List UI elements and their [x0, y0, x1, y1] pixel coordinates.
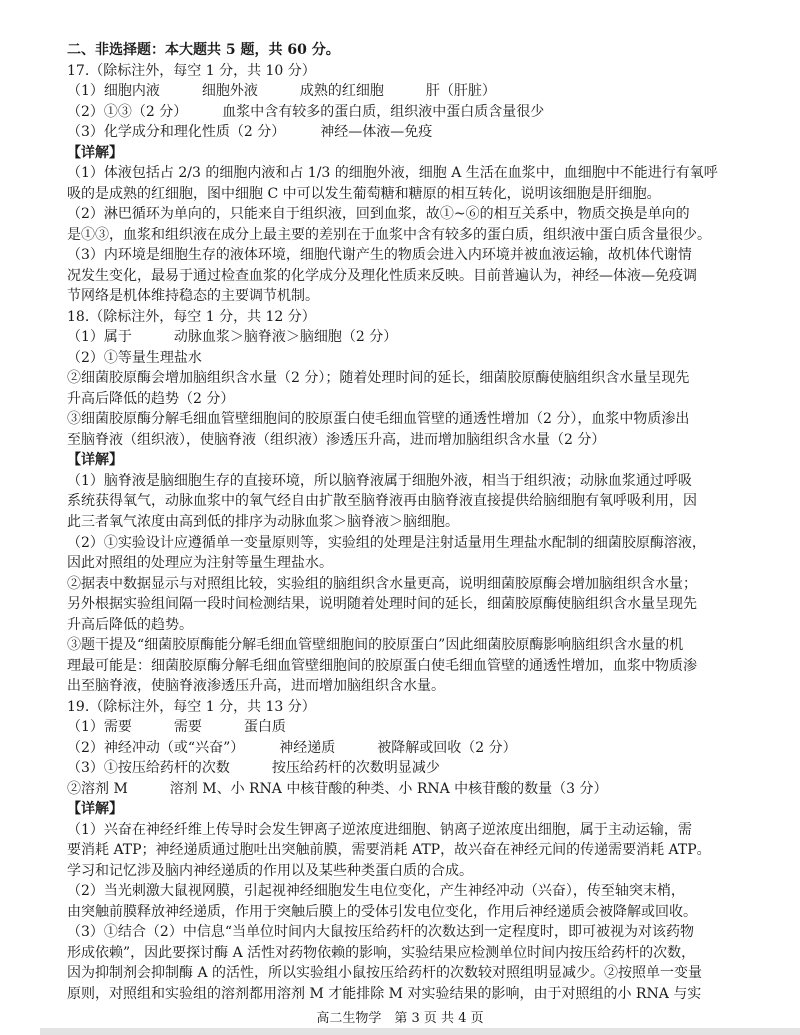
text-line: （2）①③（2 分） 血浆中含有较多的蛋白质，组织液中蛋白质含量很少	[67, 104, 545, 120]
text-line: 出至脑脊液，使脑脊液渗透压升高，进而增加脑组织含水量。	[67, 678, 445, 694]
page-footer: 高二生物学 第 3 页 共 4 页	[316, 1011, 484, 1026]
text-line: ②溶剂 M 溶剂 M、小 RNA 中核苷酸的种类、小 RNA 中核苷酸的数量（3 分）	[67, 781, 608, 797]
text-line: （2）当光刺激大鼠视网膜，引起视神经细胞发生电位变化，产生神经冲动（兴奋），传至轴突末梢，	[67, 883, 685, 899]
text-line: （3）化学成分和理化性质（2 分） 神经—体液—免疫	[67, 124, 433, 140]
text-line: 系统获得氧气，动脉血浆中的氧气经自由扩散至脑脊液再由脑脊液直接提供给脑细胞有氧呼吸利用，因	[67, 493, 697, 509]
text-line: 另外根据实验组间隔一段时间检测结果，说明随着处理时间的延长，细菌胶原酶使脑组织含水量呈现先	[67, 596, 697, 612]
text-line: 【详解】	[67, 801, 123, 817]
text-line: （1）兴奋在神经纤维上传导时会发生钾离子逆浓度进细胞、钠离子逆浓度出细胞，属于主动运输，需	[67, 822, 692, 838]
text-line: （2）神经冲动（或“兴奋”） 神经递质 被降解或回收（2 分）	[67, 740, 517, 756]
text-line: （1）体液包括占 2/3 的细胞内液和占 1/3 的细胞外液，细胞 A 生活在血浆中，血细胞中不能进行有氧呼	[67, 165, 718, 181]
text-line: 至脑脊液（组织液），使脑脊液（组织液）渗透压升高，进而增加脑组织含水量（2 分）	[67, 432, 606, 448]
text-line: （1）脑脊液是脑细胞生存的直接环境，所以脑脊液属于细胞外液，相当于组织液；动脉血浆通过呼吸	[67, 473, 692, 489]
text-line: 18.（除标注外，每空 1 分，共 12 分）	[67, 309, 316, 325]
text-line: （1）需要 需要 蛋白质	[67, 719, 286, 735]
text-line: 此三者氧气浓度由高到低的排序为动脉血浆＞脑脊液＞脑细胞。	[67, 514, 459, 530]
text-line: 因为抑制剂会抑制酶 A 的活性，所以实验组小鼠按压给药杆的次数较对照组明显减少。②按照单一变量	[67, 965, 703, 981]
text-line: （1）细胞内液 细胞外液 成熟的红细胞 肝（肝脏）	[67, 83, 496, 99]
text-line: 二、非选择题：本大题共 5 题，共 60 分。	[67, 42, 340, 58]
text-line: （3）内环境是细胞生存的液体环境，细胞代谢产生的物质会进入内环境并被血液运输，故机体代谢情	[67, 247, 692, 263]
text-line: ③细菌胶原酶分解毛细血管壁细胞间的胶原蛋白使毛细血管壁的通透性增加（2 分），血浆中物质渗出	[67, 411, 690, 427]
text-line: 是①③，血浆和组织液在成分上最主要的差别在于血浆中含有较多的蛋白质，组织液中蛋白质含量很少。	[67, 227, 711, 243]
text-line: （2）淋巴循环为单向的，只能来自于组织液，回到血浆，故①~⑥的相互关系中，物质交换是单向的	[67, 206, 690, 222]
text-line: 因此对照组的处理应为注射等量生理盐水。	[67, 555, 333, 571]
text-line: 节网络是机体维持稳态的主要调节机制。	[67, 288, 319, 304]
text-line: 要消耗 ATP；神经递质通过胞吐出突触前膜，需要消耗 ATP，故兴奋在神经元间的传递需要消耗 ATP。	[67, 842, 711, 858]
text-line: 原则，对照组和实验组的溶剂都用溶剂 M 才能排除 M 对实验结果的影响，由于对照组的小 RNA 与实	[67, 986, 702, 1002]
text-line: ③题干提及“细菌胶原酶能分解毛细血管壁细胞间的胶原蛋白”因此细菌胶原酶影响脑组织含水量的机	[67, 637, 684, 653]
text-line: （2）①等量生理盐水	[67, 350, 202, 366]
text-line: ②据表中数据显示与对照组比较，实验组的脑组织含水量更高，说明细菌胶原酶会增加脑组织含水量；	[67, 576, 697, 592]
text-line: 学习和记忆涉及脑内神经递质的作用以及某些种类蛋白质的合成。	[67, 863, 473, 879]
text-line: （2）①实验设计应遵循单一变量原则等，实验组的处理是注射适量用生理盐水配制的细菌胶原酶溶液，	[67, 535, 706, 551]
text-line: （1）属于 动脉血浆＞脑脊液＞脑细胞（2 分）	[67, 329, 398, 345]
text-line: 吸的是成熟的红细胞，图中细胞 C 中可以发生葡萄糖和糖原的相互转化，说明该细胞是肝细胞。	[67, 186, 661, 202]
text-line: （3）①按压给药杆的次数 按压给药杆的次数明显减少	[67, 760, 440, 776]
text-line: ②细菌胶原酶会增加脑组织含水量（2 分）；随着处理时间的延长，细菌胶原酶使脑组织含水量呈现先	[67, 370, 690, 386]
text-line: （3）①结合（2）中信息“当单位时间内大鼠按压给药杆的次数达到一定程度时，即可被视为对该药物	[67, 924, 694, 940]
text-line: 升高后降低的趋势。	[67, 617, 193, 633]
text-line: 升高后降低的趋势（2 分）	[67, 391, 235, 407]
text-line: 形成依赖”，因此要探讨酶 A 活性对药物依赖的影响，实验结果应检测单位时间内按压给药杆的次数，	[67, 945, 696, 961]
text-line: 【详解】	[67, 452, 123, 468]
text-line: 【详解】	[67, 145, 123, 161]
text-line: 理最可能是：细菌胶原酶分解毛细血管壁细胞间的胶原蛋白使毛细血管壁的通透性增加，血浆中物质渗	[67, 658, 697, 674]
text-line: 由突触前膜释放神经递质，作用于突触后膜上的受体引发电位变化，作用后神经递质会被降解或回收。	[67, 904, 697, 920]
bottom-scroll-bar	[40, 1028, 800, 1035]
text-line: 17.（除标注外，每空 1 分，共 10 分）	[67, 63, 316, 79]
text-line: 19.（除标注外，每空 1 分，共 13 分）	[67, 699, 316, 715]
text-line: 况发生变化，最易于通过检查血浆的化学成分及理化性质来反映。目前普遍认为，神经—体液—免疫调	[67, 268, 697, 284]
